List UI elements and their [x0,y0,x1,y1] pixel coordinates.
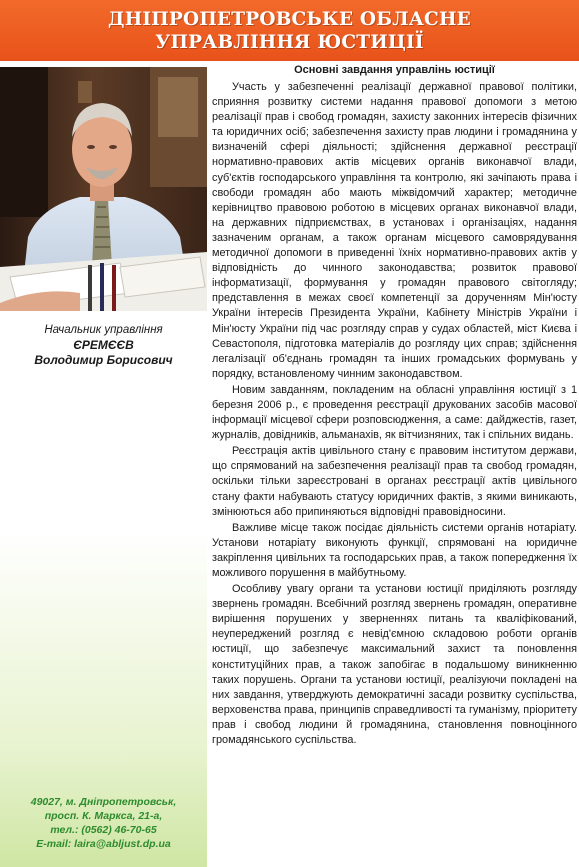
caption-given-names: Володимир Борисович [34,353,173,367]
photo-caption [0,323,207,368]
article-paragraph: Важливе місце також посідає діяльність системи органів нотаріату. Установи нотаріату виконують функції, спрямовані на юридичне закріплення цивільних та господарських прав, а також попередження їх можливого порушення в майбутньому. [212,521,577,579]
article-title: Основні завдання управлінь юстиції [294,64,495,76]
address-line-1: 49027, м. Дніпропетровськ, [30,796,177,808]
portrait-photo [0,67,207,311]
article-paragraph: Особливу увагу органи та установи юстиції приділяють розгляду звернень громадян. Всебічний розгляд звернень громадян, оперативне вирішення порушених у зверненнях питань та кваліфікований, неупереджений розгляд є невід'ємною складовою роботи органів юстиції, що забезпечує максимальний захист та поновлення конституційних прав, а також запобігає в подальшому виникненню таких порушень. Органи та установи юстиції, реалізуючи покладені на них завдання, утверджують демократичні засади розвитку суспільства, верховенства права, принципів справедливості та гуманізму, пріоритету прав і свобод людини й громадянина, становлення повноцінного громадянського суспільства. [212,583,577,747]
address-phone: тел.: (0562) 46-70-65 [50,824,157,836]
header-title-line-1: ДНІПРОПЕТРОВСЬКЕ ОБЛАСНЕ [108,8,471,30]
address-line-2: просп. К. Маркса, 21-а, [44,810,163,822]
article-paragraph: Новим завданням, покладеним на обласні управління юстиції з 1 березня 2006 р., є проведення реєстрації друкованих засобів масової інформації місцевої сфери розповсюдження, а саме: дайджестів, газет, журналів, довідників, альманахів, як вітчизняних, так і спільних видань. [212,383,577,442]
page-header [0,0,579,61]
article-paragraph: Участь у забезпеченні реалізації державної правової політики, сприяння розвитку системи надання правової допомоги з метою реалізації прав і свобод громадян, захисту законних інтересів фізичних та юридичних осіб; забезпечення захисту прав людини і громадянина у визначеній сфері діяльності; здійснення державної реєстрації нормативно-правових актів місцевих органів виконавчої влади, суб'єктів господарського управління та контролю, які зачіпають права і свободи громадян або мають міжвідомчий характер; методичне керівництво правовою роботою в місцевих органах виконавчої влади, на державних підприємствах, в установах і організаціях, надання зазначеним органам, а також органам місцевого самоврядування методичної допомоги в приведенні їхніх нормативно-правових актів у відповідність до чинного законодавства; розвиток правової інформатизації, формування у громадян правового світогляду; представлення в межах своєї компетенції за дорученням Мін'юсту України інтересів Президента України, Кабінету Міністрів України і Мін'юсту України під час розгляду справ у судах областей, міст Києва і Севастополя, підготовка матеріалів до розгляду цих справ; здійснення легалізації об'єднань громадян та інших громадських формувань у порядку, встановленому чинним законодавством. [212,81,577,380]
portrait-illustration [0,67,207,311]
contact-address [0,795,207,851]
header-title-line-2: УПРАВЛІННЯ ЮСТИЦІЇ [155,31,424,53]
address-email: E-mail: laira@abljust.dp.ua [36,838,171,850]
article-paragraph: Реєстрація актів цивільного стану є правовим інститутом держави, що спрямований на забезпечення реалізації прав та свобод громадян, оскільки тільки зареєстровані в органах реєстрації актів цивільного стану факти набувають статусу юридичних фактів, з якими виникають, змінюються або припиняються відповідні правовідносини. [212,445,577,518]
sidebar [0,61,207,867]
article-body [212,63,577,863]
caption-surname: ЄРЕМЄЄВ [73,338,134,352]
caption-position: Начальник управління [44,324,163,336]
